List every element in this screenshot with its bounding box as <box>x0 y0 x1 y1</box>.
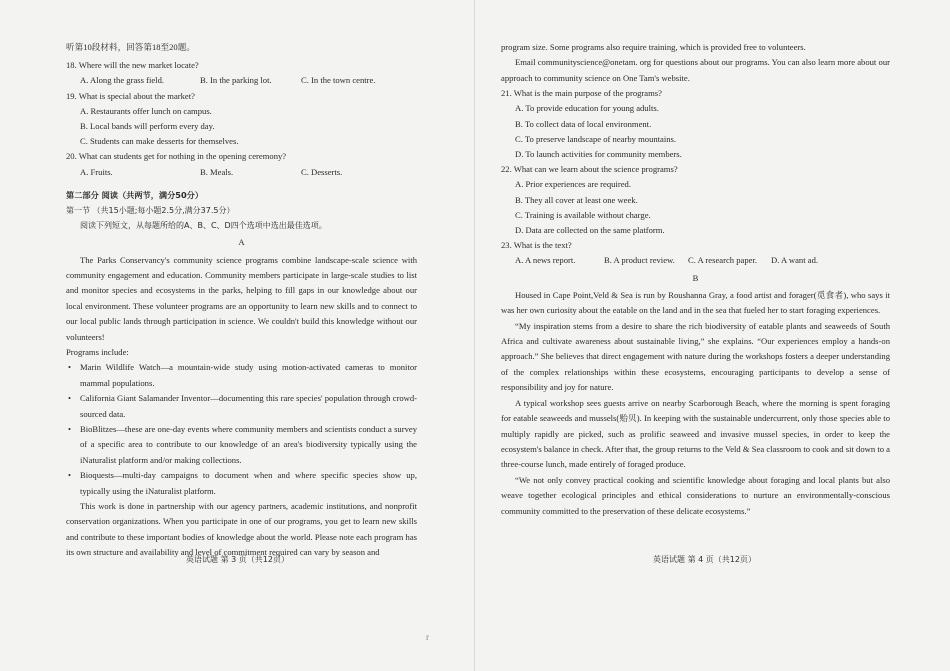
option: B. Local bands will perform every day. <box>80 121 215 132</box>
passage-b-paragraph: “We not only convey practical cooking and scientific knowledge about foraging and local plants but also weave together ecological principles and ethical considerations to nurture an environmentally-conscious community committed to the preservation of these delicate ecosystems.” <box>501 474 890 516</box>
option: D. A want ad. <box>771 255 819 266</box>
passage-a-continuation: program size. Some programs also require training, which is provided free to volunteers. <box>501 42 806 52</box>
page-footer: 英语试题 第 4 页（共12页） <box>653 554 756 564</box>
option: C. To preserve landscape of nearby mountains. <box>515 133 677 144</box>
reading-instruction: 阅读下列短文，从每题所给的A、B、C、D四个选项中选出最佳选项。 <box>80 221 327 231</box>
option: B. A product review. <box>604 255 675 266</box>
question-20-options <box>66 165 417 180</box>
right-page <box>475 0 950 671</box>
option: A. Restaurants offer lunch on campus. <box>80 105 212 116</box>
option: C. A research paper. <box>688 255 757 266</box>
passage-a-paragraph: This work is done in partnership with our agency partners, academic institutions, and nonprofit conservation organizations. When you participate in one of our programs, you get to learn new skills and contribute to these important bodies of knowledge about the world. Please note each program has its own structure and availability and level of commitment required can vary by season and <box>66 500 417 558</box>
question-20: 20. What can students get for nothing in the opening ceremony? <box>66 151 287 162</box>
option: C. Students can make desserts for themselves. <box>80 136 239 147</box>
option: B. In the parking lot. <box>200 75 272 86</box>
passage-b-paragraph: Housed in Cape Point,Veld & Sea is run by Roushanna Gray, a food artist and forager(觅食者), who says it was her own curiosity about the eatable on the land and in the sea that fueled her to start foraging experiences. <box>501 289 890 316</box>
option: A. To provide education for young adults. <box>515 103 659 114</box>
page-footer: 英语试题 第 3 页（共12页） <box>186 554 289 564</box>
option: B. To collect data of local environment. <box>515 118 652 129</box>
programs-list <box>66 360 417 499</box>
option: A. Fruits. <box>80 166 113 177</box>
list-item: • California Giant Salamander Inventor—documenting this rare species' population through crowd-sourced data. <box>68 393 417 419</box>
question-22: 22. What can we learn about the science programs? <box>501 164 678 175</box>
question-23-options <box>501 253 890 268</box>
option: A. Along the grass field. <box>80 75 165 86</box>
section-title: 第二部分 阅读（共两节，满分50分） <box>66 189 204 200</box>
question-19: 19. What is special about the market? <box>66 90 195 101</box>
passage-label-a: A <box>238 237 245 248</box>
question-18-options <box>66 73 417 88</box>
option: C. Desserts. <box>301 166 343 177</box>
list-item: • Marin Wildlife Watch—a mountain-wide study using motion-activated cameras to monitor mammal populations. <box>68 362 417 388</box>
list-item: • BioBlitzes—these are one-day events where community members and scientists conduct a survey of a specific area to contribute to our knowledge of an area's biodiversity typically using the iNaturalist platform and/or making collections. <box>68 423 417 465</box>
passage-b-paragraph: “My inspiration stems from a desire to share the rich biodiversity of eatable plants and seaweeds of South Africa and cultivate awareness about sustainable living,” she explains. “Our experiences employ a hands-on approach.” She believes that direct engagement with nature during the workshops fosters a deeper understanding of the complex relationships within these ecosystems, encouraging participants to develop a sense of responsibility and joy for nature. <box>501 320 890 393</box>
option: A. A news report. <box>515 255 576 266</box>
listening-intro: 听第10段材料，回答第18至20题。 <box>66 42 195 52</box>
passage-label-b: B <box>692 272 699 283</box>
option: C. Training is available without charge. <box>515 209 651 220</box>
question-18: 18. Where will the new market locate? <box>66 60 199 71</box>
programs-heading: Programs include: <box>66 347 129 358</box>
option: C. In the town centre. <box>301 75 376 86</box>
option: A. Prior experiences are required. <box>515 179 631 190</box>
question-21: 21. What is the main purpose of the programs? <box>501 88 662 99</box>
section-subtitle: 第一节 （共15小题;每小题2.5分,满分37.5分） <box>66 206 235 216</box>
question-23: 23. What is the text? <box>501 240 572 251</box>
stray-mark: r <box>426 632 429 642</box>
option: B. They all cover at least one week. <box>515 194 638 205</box>
option: D. Data are collected on the same platform. <box>515 225 665 236</box>
passage-a-paragraph: The Parks Conservancy's community science programs combine landscape-scale science with community engagement and education. Community members participate in large-scale studies to list and monitor species and ecosystems in the parks, helping to fill gaps in our knowledge about our local environment. These volunteer programs are an opportunity to learn new skills and to connect to our local public lands through participation in science. We couldn't build this knowledge without our volunteers! <box>66 254 417 342</box>
passage-a-email-line: Email communityscience@onetam. org for questions about our programs. You can also learn more about our approach to community science on One Tam's website. <box>501 57 890 83</box>
option: B. Meals. <box>200 166 234 177</box>
option: D. To launch activities for community members. <box>515 149 682 160</box>
passage-b-paragraph: A typical workshop sees guests arrive on nearby Scarborough Beach, where the morning is spent foraging for eatable seaweeds and mussels(贻贝). In keeping with the sustainable undercurrent, only those species able to multiply rapidly are picked, such as prolific seaweed and invasive mussel species, in order to keep the ecosystem's balance in check. After that, the group returns to the Veld & Sea classroom to cook and sit down to a three-course lunch, made entirely of foraged produce. <box>501 397 890 470</box>
list-item: • Bioquests—multi-day campaigns to document when and where specific species show up, typically using the iNaturalist platform. <box>68 470 417 496</box>
